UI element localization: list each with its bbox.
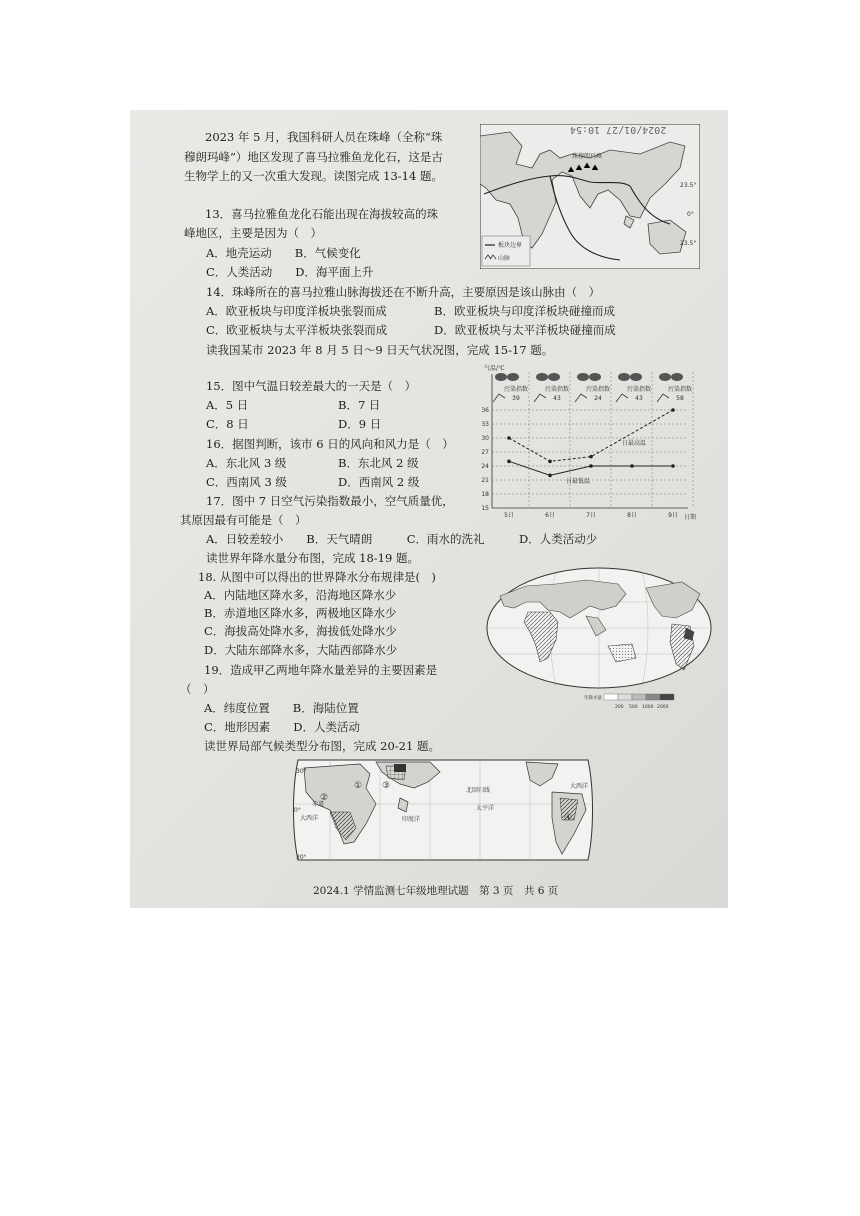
q14-stem: 14．珠峰所在的喜马拉雅山脉海拔还在不断升高，主要原因是该山脉由（ ）	[206, 285, 601, 299]
q14-option-c: C．欧亚板块与太平洋板块张裂而成	[206, 323, 388, 337]
atlantic-label-west: 大西洋	[300, 815, 319, 822]
world-precipitation-map	[486, 566, 712, 712]
y-tick-label: 27	[481, 449, 489, 456]
y-tick-label: 18	[481, 491, 489, 498]
pollution-value: 43	[553, 395, 561, 402]
pollution-value: 43	[635, 395, 643, 402]
lat-label-equator: 0°	[687, 211, 694, 218]
high-temp-label: 日最高温	[622, 440, 647, 447]
weather-intro: 读我国某市 2023 年 8 月 5 日～9 日天气状况图，完成 15-17 题。	[206, 343, 554, 357]
cloud-icon	[536, 373, 548, 381]
pollution-label: 污染指数	[585, 386, 611, 393]
q18-stem: 18. 从图中可以得出的世界降水分布规律是( )	[198, 570, 436, 584]
high-temp-point	[548, 460, 552, 464]
pacific-label: 太平洋	[476, 805, 495, 812]
cloud-icon	[495, 373, 507, 381]
low-temp-point	[630, 464, 634, 468]
climate-type-map	[290, 758, 596, 862]
low-temp-point	[589, 464, 593, 468]
x-tick-label: 5日	[504, 512, 514, 519]
rain-legend-v3: 1000	[642, 705, 654, 710]
q15-option-a: A．5 日	[206, 398, 249, 412]
rain-legend-title: 年降水量	[584, 696, 602, 701]
low-temp-label: 日最低温	[566, 478, 591, 485]
rain-map-intro: 读世界年降水量分布图，完成 18-19 题。	[206, 551, 419, 565]
plate-boundary-map	[480, 124, 700, 269]
pollution-label: 污染指数	[544, 386, 570, 393]
marker-1: ①	[354, 781, 363, 791]
weather-chart	[474, 362, 706, 522]
wind-icon	[657, 394, 669, 402]
everest-label: 珠穆朗玛峰	[572, 153, 603, 160]
wind-icon	[575, 394, 587, 402]
marker-3: ③	[382, 781, 391, 791]
q16-option-c: C．西南风 3 级	[206, 475, 287, 489]
cloud-icon	[507, 373, 519, 381]
tropic-of-cancer-label: 北回归线	[466, 787, 491, 794]
low-temp-line	[509, 461, 673, 475]
intro-line-3: 生物学上的又一次重大发现。读图完成 13-14 题。	[184, 169, 443, 183]
q16-option-a: A．东北风 3 级	[206, 456, 287, 470]
y-tick-label: 15	[481, 505, 489, 512]
q16-option-b: B．东北风 2 级	[338, 456, 419, 470]
legend-plate-boundary: 板块边界	[498, 242, 523, 249]
y-axis-label: 气温/℃	[484, 365, 505, 372]
q13-stem-1: 13．喜马拉雅鱼龙化石能出现在海拔较高的珠	[205, 207, 439, 221]
indian-ocean-label: 印度洋	[402, 816, 421, 823]
lat-label-south: 23.5°	[680, 240, 697, 247]
pollution-label: 污染指数	[667, 386, 693, 393]
q13-options-ab: A．地壳运动 B．气候变化	[206, 246, 361, 260]
q18-option-b: B．赤道地区降水多，两极地区降水少	[204, 606, 397, 620]
cloud-icon	[589, 373, 601, 381]
cloud-icon	[618, 373, 630, 381]
y-tick-label: 30	[481, 435, 489, 442]
q19-options-ab: A．纬度位置 B．海陆位置	[204, 701, 359, 715]
lat-30n: 30°	[296, 768, 307, 775]
legend-mountain: 山脉	[498, 255, 511, 262]
q15-option-d: D．9 日	[338, 417, 382, 431]
cloud-icon	[548, 373, 560, 381]
lat-label-north: 23.5°	[680, 182, 697, 189]
high-temp-point	[589, 455, 593, 459]
q14-option-a: A．欧亚板块与印度洋板块张裂而成	[206, 304, 387, 318]
q19-stem-2: （ ）	[180, 682, 215, 696]
wind-icon	[493, 394, 505, 402]
cloud-icon	[630, 373, 642, 381]
wind-icon	[534, 394, 546, 402]
wind-icon	[616, 394, 628, 402]
q16-stem: 16．据图判断，该市 6 日的风向和风力是（ ）	[206, 437, 454, 451]
rain-legend-v4: 2000	[657, 705, 669, 710]
q15-option-b: B．7 日	[338, 398, 381, 412]
cloud-icon	[671, 373, 683, 381]
page-footer: 2024.1 学情监测七年级地理试题 第 3 页 共 6 页	[313, 885, 559, 897]
x-tick-label: 9日	[668, 512, 678, 519]
low-temp-point	[548, 474, 552, 478]
low-temp-point	[507, 460, 511, 464]
intro-line-1: 2023 年 5 月，我国科研人员在珠峰（全称“珠	[205, 130, 443, 144]
pollution-value: 39	[512, 395, 520, 402]
q19-options-cd: C．地形因素 D．人类活动	[204, 720, 361, 734]
high-temp-line	[509, 410, 673, 461]
cloud-icon	[659, 373, 671, 381]
q14-option-d: D．欧亚板块与太平洋板块碰撞而成	[434, 323, 616, 337]
x-tick-label: 8日	[627, 512, 637, 519]
q14-option-b: B．欧亚板块与印度洋板块碰撞而成	[434, 304, 615, 318]
q19-stem-1: 19．造成甲乙两地年降水量差异的主要因素是	[204, 663, 438, 677]
marker-2: ②	[320, 793, 329, 803]
y-tick-label: 33	[481, 421, 489, 428]
q17-stem-2: 其原因最有可能是（ ）	[180, 513, 307, 527]
intro-line-2: 穆朗玛峰”）地区发现了喜马拉雅鱼龙化石，这是古	[184, 150, 443, 164]
rain-legend-v2: 500	[629, 705, 638, 710]
q16-option-d: D．西南风 2 级	[338, 475, 420, 489]
climate-map-intro: 读世界局部气候类型分布图，完成 20-21 题。	[204, 739, 440, 753]
y-tick-label: 24	[481, 463, 489, 470]
x-tick-label: 7日	[586, 512, 596, 519]
y-tick-label: 36	[481, 407, 489, 414]
q17-stem-1: 17．图中 7 日空气污染指数最小，空气质量优，	[206, 494, 454, 508]
lat-0: 0°	[294, 807, 301, 814]
x-axis-label: 日期	[684, 514, 697, 521]
q18-option-d: D．大陆东部降水多，大陆西部降水少	[204, 643, 398, 657]
pollution-value: 24	[594, 395, 602, 402]
pollution-label: 污染指数	[503, 386, 529, 393]
pollution-value: 58	[676, 395, 684, 402]
high-temp-point	[507, 436, 511, 440]
y-tick-label: 21	[481, 477, 489, 484]
q15-stem: 15．图中气温日较差最大的一天是（ ）	[206, 379, 417, 393]
pollution-label: 污染指数	[626, 386, 652, 393]
date-stamp: 2024/01/27 10:54	[570, 124, 667, 135]
q18-option-c: C．海拔高处降水多，海拔低处降水少	[204, 624, 397, 638]
low-temp-point	[671, 464, 675, 468]
high-temp-point	[671, 408, 675, 412]
lat-30s: 30°	[296, 854, 307, 861]
q15-option-c: C．8 日	[206, 417, 249, 431]
equator-label: 赤道	[312, 801, 325, 808]
q13-options-cd: C．人类活动 D．海平面上升	[206, 265, 374, 279]
q13-stem-2: 峰地区，主要是因为（ ）	[184, 226, 322, 240]
atlantic-label-east: 大西洋	[570, 783, 589, 790]
x-tick-label: 6日	[545, 512, 555, 519]
q18-option-a: A．内陆地区降水多，沿海地区降水少	[204, 588, 397, 602]
q17-options: A．日较差较小 B．天气晴朗 C．雨水的洗礼 D．人类活动少	[206, 532, 598, 546]
rain-legend-v1: 200	[615, 705, 624, 710]
cloud-icon	[577, 373, 589, 381]
marker-4: ④	[564, 813, 573, 823]
